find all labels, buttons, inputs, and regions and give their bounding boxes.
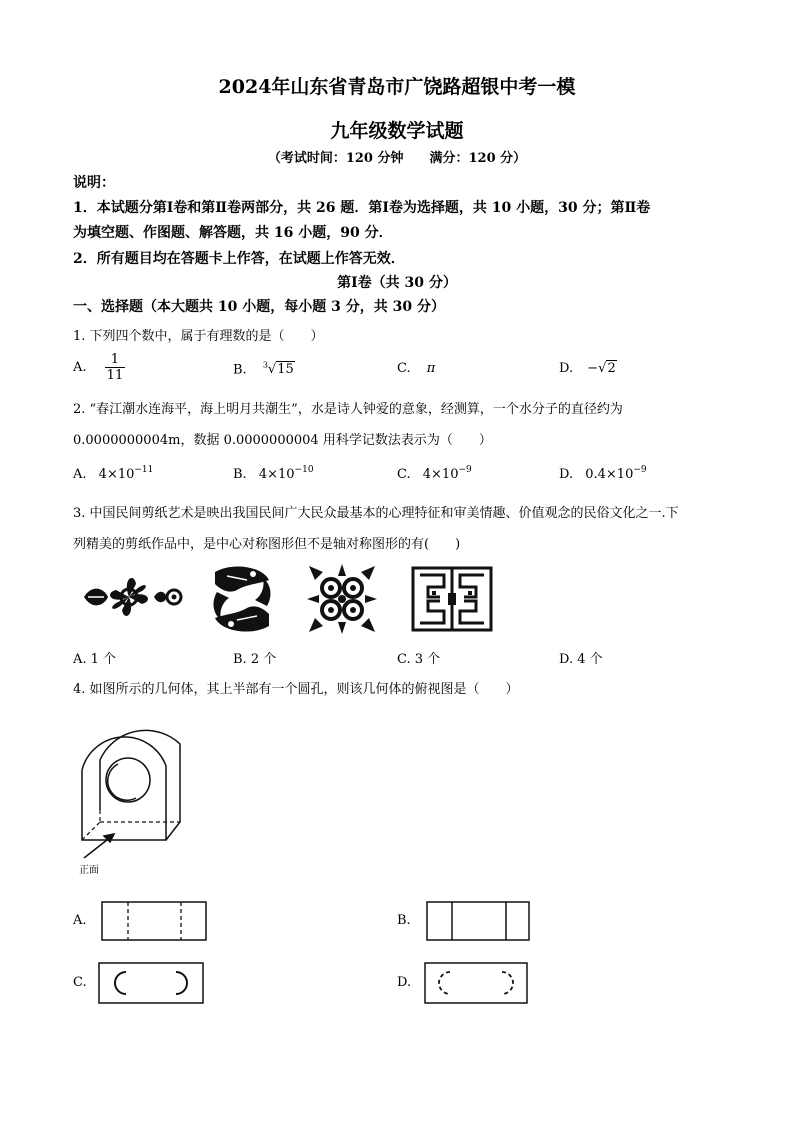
q3-option-d[interactable]: D. 4 个 bbox=[559, 652, 603, 667]
radical-sign-icon: √ bbox=[598, 361, 607, 376]
section-heading: 一、选择题（本大题共 10 小题，每小题 3 分，共 30 分） bbox=[73, 299, 445, 315]
radical-sign-icon: √ bbox=[267, 362, 277, 378]
root-index: 3 bbox=[262, 361, 268, 370]
q1-option-c[interactable] bbox=[397, 361, 435, 376]
numerator: 1 bbox=[105, 352, 126, 368]
q2-option-b[interactable] bbox=[233, 465, 314, 482]
papercut-circles-image bbox=[305, 562, 379, 636]
exam-subtitle: 九年级数学试题 bbox=[330, 120, 464, 142]
q2-line-2: 0.0000000004m，数据 0.0000000004 用科学记数法表示为（ ） bbox=[73, 433, 492, 448]
base: 4×10 bbox=[98, 467, 135, 482]
q3-option-c[interactable]: C. 3 个 bbox=[397, 652, 441, 667]
option-label: C. bbox=[397, 361, 411, 376]
base: 4×10 bbox=[422, 467, 459, 482]
radicand: 2 bbox=[607, 361, 616, 376]
base: 0.4×10 bbox=[585, 467, 634, 482]
exponent: −9 bbox=[458, 465, 472, 475]
pi-value: π bbox=[426, 361, 436, 376]
q1-option-a[interactable] bbox=[73, 352, 125, 383]
denominator: 11 bbox=[106, 368, 124, 383]
papercut-flower-image bbox=[74, 564, 184, 630]
q4-option-d-view[interactable] bbox=[424, 962, 528, 1004]
q2-line-1: 2. “春江潮水连海平，海上明月共潮生”，水是诗人钟爱的意象，经测算，一个水分子的直径约为 bbox=[73, 402, 623, 417]
exponent: −9 bbox=[633, 465, 647, 475]
q4-option-c-label[interactable]: C. bbox=[73, 975, 87, 990]
instructions-heading: 说明： bbox=[73, 175, 115, 191]
option-label: B. bbox=[233, 362, 247, 378]
q2-option-d[interactable] bbox=[559, 465, 647, 482]
q4-option-a-view[interactable] bbox=[101, 901, 207, 941]
q4-option-d-label[interactable]: D. bbox=[397, 975, 412, 990]
q4-option-b-label[interactable]: B. bbox=[397, 913, 411, 928]
q1-option-b[interactable] bbox=[233, 361, 295, 377]
q4-option-b-view[interactable] bbox=[426, 901, 530, 941]
radicand: 15 bbox=[277, 362, 294, 378]
option-label: B. bbox=[233, 467, 247, 482]
q4-stem: 4. 如图所示的几何体，其上半部有一个圆孔，则该几何体的俯视图是（ ） bbox=[73, 682, 519, 697]
q4-option-a-label[interactable]: A. bbox=[73, 913, 87, 928]
instruction-line-2: 2．所有题目均在答题卡上作答，在试题上作答无效． bbox=[73, 251, 405, 267]
papercut-fish-image bbox=[207, 562, 277, 636]
q3-option-a[interactable]: A. 1 个 bbox=[73, 652, 117, 667]
exam-title: 2024年山东省青岛市广饶路超银中考一模 bbox=[218, 76, 576, 98]
part1-heading: 第Ⅰ卷（共 30 分） bbox=[337, 275, 457, 291]
q1-option-d[interactable] bbox=[559, 361, 617, 376]
front-label: 正面 bbox=[79, 865, 99, 876]
q3-line-2: 列精美的剪纸作品中，是中心对称图形但不是轴对称图形的有( ) bbox=[73, 537, 461, 552]
option-label: C. bbox=[397, 467, 411, 482]
base: 4×10 bbox=[258, 467, 295, 482]
fraction bbox=[105, 352, 126, 383]
minus-sign: − bbox=[587, 361, 599, 376]
option-label: A. bbox=[73, 467, 87, 482]
option-label: D. bbox=[559, 361, 574, 376]
instruction-line-1b: 为填空题、作图题、解答题，共 16 小题，90 分． bbox=[73, 225, 393, 241]
q2-option-c[interactable] bbox=[397, 465, 472, 482]
option-label: D. bbox=[559, 467, 574, 482]
q3-option-b[interactable]: B. 2 个 bbox=[233, 652, 277, 667]
exponent: −10 bbox=[294, 465, 314, 475]
papercut-pattern-image bbox=[410, 565, 494, 633]
q1-stem: 1. 下列四个数中，属于有理数的是（ ） bbox=[73, 329, 324, 344]
option-label: A. bbox=[73, 360, 87, 375]
instruction-line-1a: 1．本试题分第Ⅰ卷和第Ⅱ卷两部分，共 26 题．第Ⅰ卷为选择题，共 10 小题，30 分；第Ⅱ卷 bbox=[73, 200, 651, 216]
exam-info: （考试时间：120 分钟 满分：120 分） bbox=[267, 151, 527, 166]
q4-option-c-view[interactable] bbox=[98, 962, 204, 1004]
q2-option-a[interactable] bbox=[73, 465, 153, 482]
q3-line-1: 3. 中国民间剪纸艺术是映出我国民间广大民众最基本的心理特征和审美情趣、价值观念的民俗文化之一.下 bbox=[73, 506, 679, 521]
geometric-solid-figure bbox=[70, 712, 200, 862]
exponent: −11 bbox=[134, 465, 154, 475]
